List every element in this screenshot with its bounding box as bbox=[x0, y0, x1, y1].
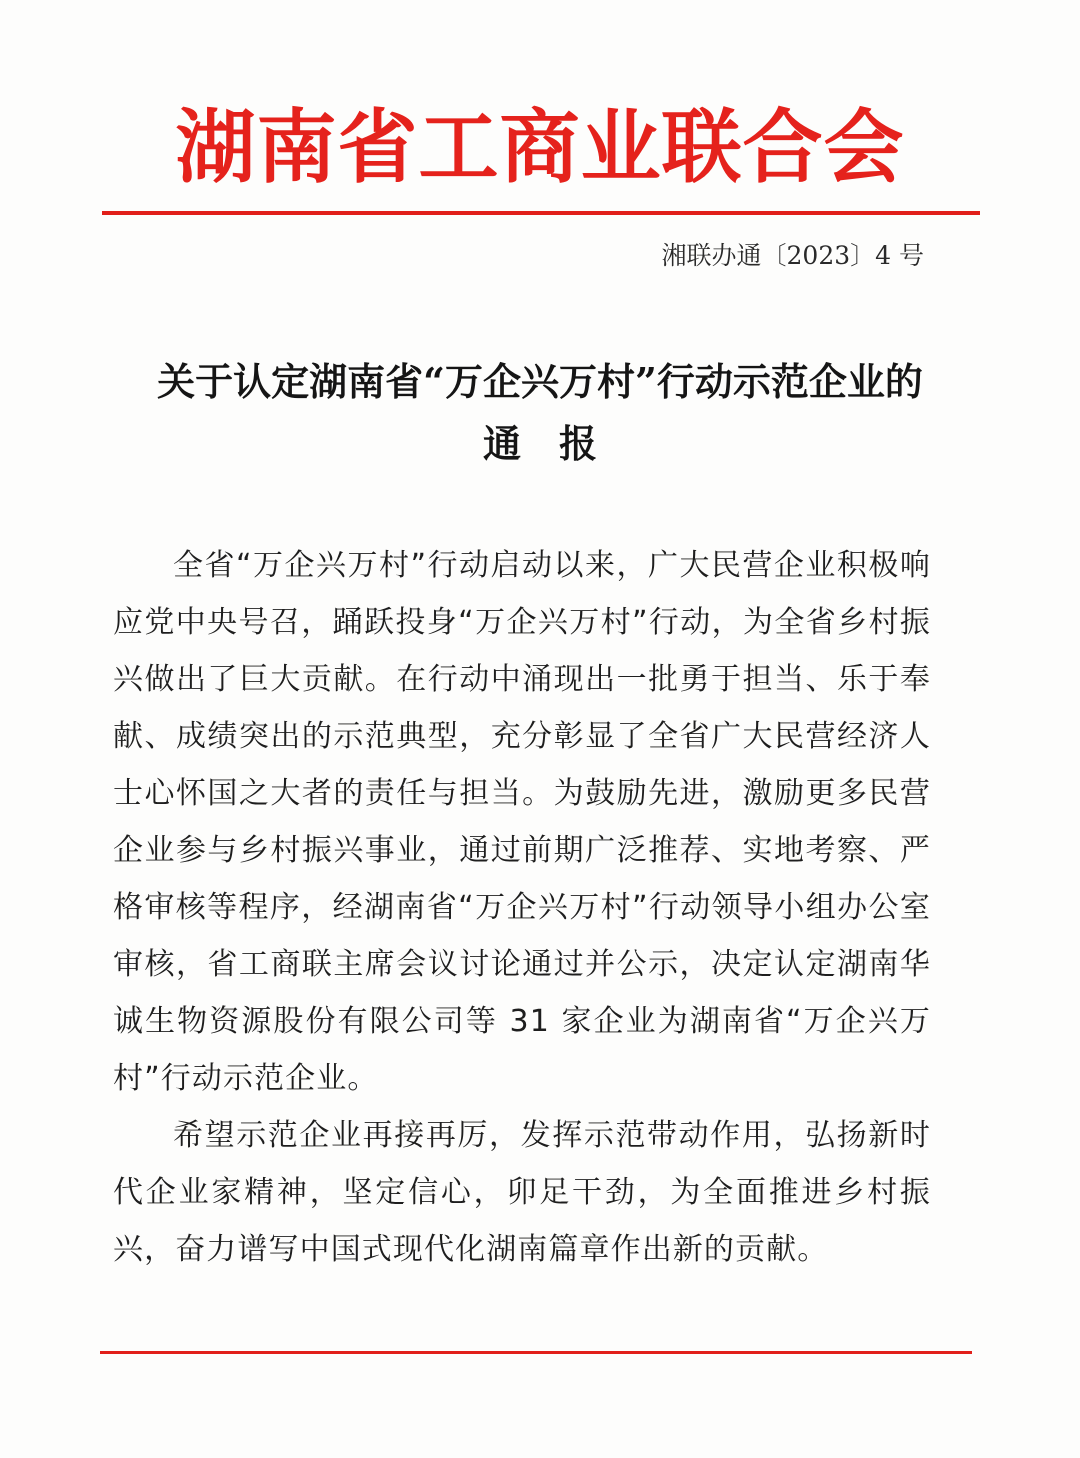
document-number: 湘联办通〔2023〕4 号 bbox=[661, 241, 924, 270]
body-paragraph-1: 全省“万企兴万村”行动启动以来，广大民营企业积极响应党中央号召，踊跃投身“万企兴万村”行动，为全省乡村振兴做出了巨大贡献。在行动中涌现出一批勇于担当、乐于奉献、成绩突出的示范典型，充分彰显了全省广大民营经济人士心怀国之大者的责任与担当。为鼓励先进，激励更多民营企业参与乡村振兴事业，通过前期广泛推荐、实地考察、严格审核等程序，经湖南省“万企兴万村”行动领导小组办公室审核，省工商联主席会议讨论通过并公示，决定认定湖南华诚生物资源股份有限公司等 31 家企业为湖南省“万企兴万村”行动示范企业。 bbox=[113, 548, 931, 1096]
document-body bbox=[113, 537, 931, 1278]
document-title-line-2: 通报 bbox=[482, 421, 635, 466]
body-paragraph-2: 希望示范企业再接再厉，发挥示范带动作用，弘扬新时代企业家精神，坚定信心，卯足干劲，为全面推进乡村振兴，奋力谱写中国式现代化湖南篇章作出新的贡献。 bbox=[113, 1118, 931, 1267]
header-red-rule bbox=[102, 211, 980, 215]
organization-header: 湖南省工商业联合会 bbox=[175, 100, 905, 194]
footer-red-rule bbox=[100, 1351, 972, 1354]
document-title-line-1: 关于认定湖南省“万企兴万村”行动示范企业的 bbox=[157, 359, 923, 404]
